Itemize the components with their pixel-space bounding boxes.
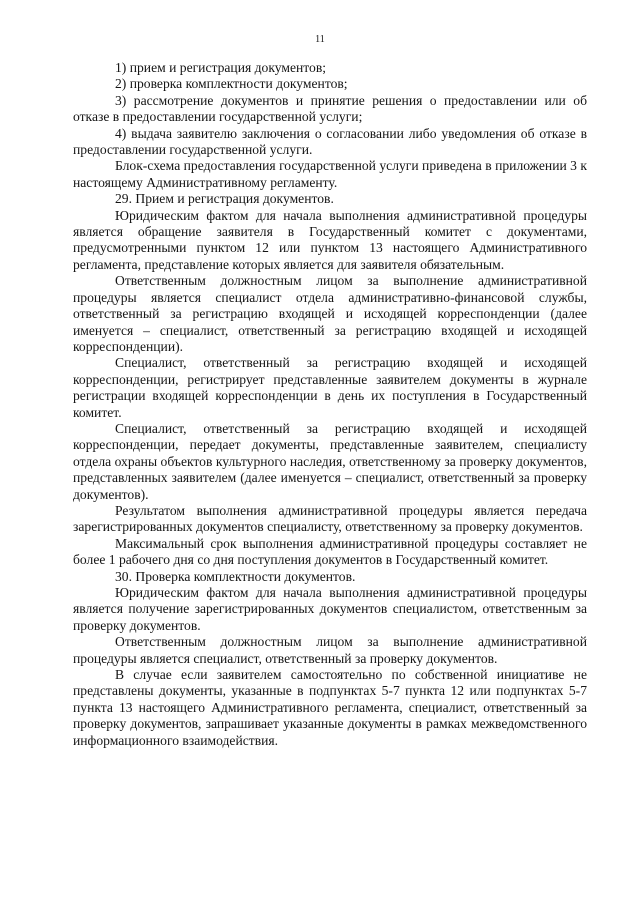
list-item-completeness-check: 2) проверка комплектности документов; bbox=[115, 76, 348, 92]
page-number: 11 bbox=[315, 34, 325, 45]
paragraph-29-responsible-official: Ответственным должностным лицом за выполнение административной процедуры является специалист отдела административно-финансовой службы, ответственный за регистрацию входящей и исходящей корреспонденции (далее именуется – специалист, ответственный за регистрацию входящей и исходящей корреспонденции). bbox=[73, 273, 587, 354]
paragraph-29-result: Результатом выполнения административной процедуры является передача зарегистрированных документов специалисту, ответственному за проверку документов. bbox=[73, 502, 587, 535]
section-heading-29: 29. Прием и регистрация документов. bbox=[115, 191, 334, 207]
document-body bbox=[73, 60, 587, 749]
list-item-review-decision: 3) рассмотрение документов и принятие решения о предоставлении или об отказе в предоставлении государственной услуги; bbox=[73, 92, 587, 125]
paragraph-29-legal-fact: Юридическим фактом для начала выполнения административной процедуры является обращение заявителя в Государственный комитет с документами, предусмотренными пунктом 12 или пунктом 13 настоящего Административного регламента, представление которых является для заявителя обязательным. bbox=[73, 207, 587, 272]
paragraph-30-legal-fact: Юридическим фактом для начала выполнения административной процедуры является получение зарегистрированных документов специалистом, ответственным за проверку документов. bbox=[73, 585, 587, 633]
paragraph-29-registration: Специалист, ответственный за регистрацию входящей и исходящей корреспонденции, регистрирует представленные заявителем документы в журнале регистрации входящей корреспонденции в день их поступления в Государственный комитет. bbox=[73, 355, 587, 420]
list-item-issuance: 4) выдача заявителю заключения о согласовании либо уведомления об отказе в предоставлении государственной услуги. bbox=[73, 125, 587, 158]
paragraph-29-max-term: Максимальный срок выполнения административной процедуры составляет не более 1 рабочего дня со дня поступления документов в Государственный комитет. bbox=[73, 535, 587, 568]
paragraph-30-responsible-official: Ответственным должностным лицом за выполнение административной процедуры является специалист, ответственный за проверку документов. bbox=[73, 634, 587, 666]
paragraph-block-diagram-note: Блок-схема предоставления государственной услуги приведена в приложении 3 к настоящему Административному регламенту. bbox=[73, 158, 587, 190]
paragraph-30-interagency-request: В случае если заявителем самостоятельно по собственной инициативе не представлены документы, указанные в подпунктах 5-7 пункта 12 или подпунктах 5-7 пункта 13 настоящего Административного регламента, специалист, ответственный за проверку документов, запрашивает указанные документы в рамках межведомственного информационного взаимодействия. bbox=[73, 667, 587, 748]
section-heading-30: 30. Проверка комплектности документов. bbox=[115, 568, 356, 584]
list-item-reception: 1) прием и регистрация документов; bbox=[115, 60, 327, 75]
paragraph-29-transfer: Специалист, ответственный за регистрацию входящей и исходящей корреспонденции, передает документы, представленные заявителем, специалисту отдела охраны объектов культурного наследия, ответственному за проверку документов, представленных заявителем (далее именуется – специалист, ответственный за проверку документов). bbox=[73, 420, 587, 502]
